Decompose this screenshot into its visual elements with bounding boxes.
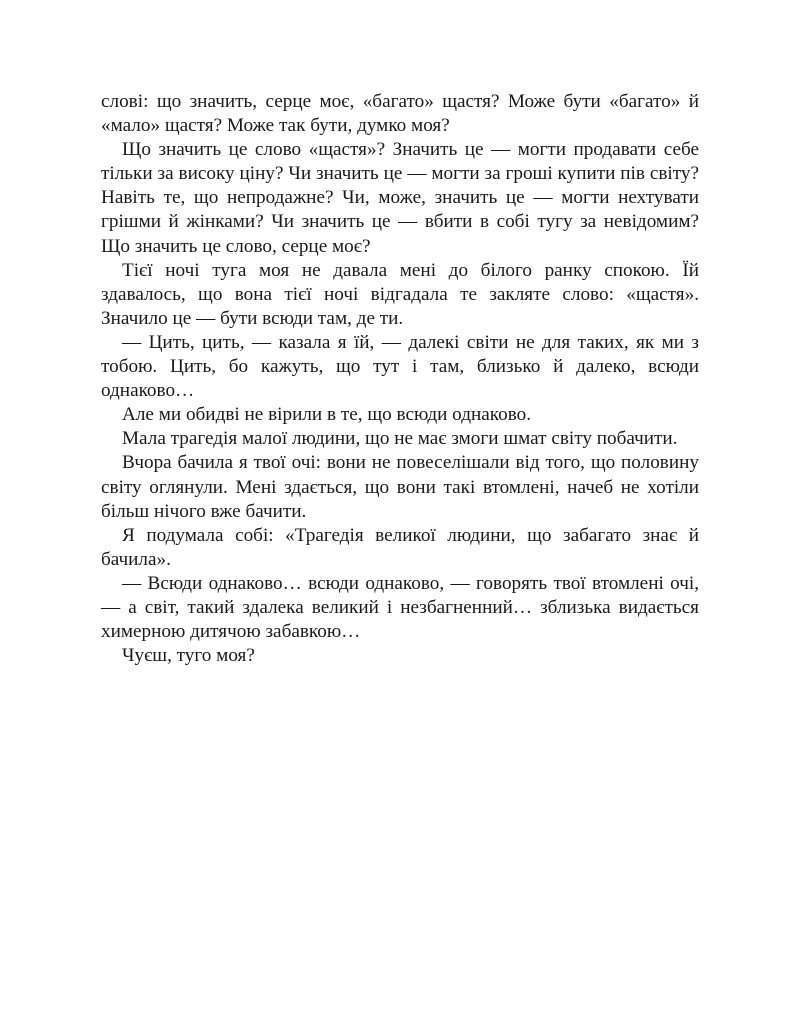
paragraph: Тієї ночі туга моя не давала мені до білого ранку спокою. Їй здавалось, що вона тієї ночі відгадала те закляте слово: «щастя». Значило це — бути всюди там, де ти. <box>101 259 699 329</box>
paragraph: Я подумала собі: «Трагедія великої людини, що забагато знає й бачила». <box>101 524 699 570</box>
paragraph: — Всюди однаково… всюди однаково, — говорять твої втомлені очі, — а світ, такий здалека великий і незбагненний… зблизька видається химерною дитячою забавкою… <box>101 572 699 643</box>
paragraph: Чуєш, туго моя? <box>122 645 255 667</box>
body-text <box>101 90 699 668</box>
paragraph: Мала трагедія малої людини, що не має змоги шмат світу побачити. <box>122 428 678 450</box>
paragraph: Вчора бачила я твої очі: вони не повеселішали від того, що половину світу оглянули. Мені здається, що вони такі втомлені, начеб не хотіли більш нічого вже бачити. <box>101 452 699 522</box>
paragraph: слові: що значить, серце моє, «багато» щастя? Може бути «багато» й «мало» щастя? Може так бути, думко моя? <box>101 91 699 137</box>
paragraph: Але ми обидві не вірили в те, що всюди однаково. <box>122 404 532 426</box>
paragraph: — Цить, цить, — казала я їй, — далекі світи не для таких, як ми з тобою. Цить, бо кажуть, що тут і там, близько й далеко, всюди однаково… <box>101 331 699 402</box>
paragraph: Що значить це слово «щастя»? Значить це — могти продавати себе тільки за високу ціну? Чи значить це — могти за гроші купити пів світу? Навіть те, що непродажне? Чи, може, значить це — могти нехтувати грішми й жінками? Чи значить це — вбити в собі тугу за невідомим? Що значить це слово, серце моє? <box>101 139 699 257</box>
